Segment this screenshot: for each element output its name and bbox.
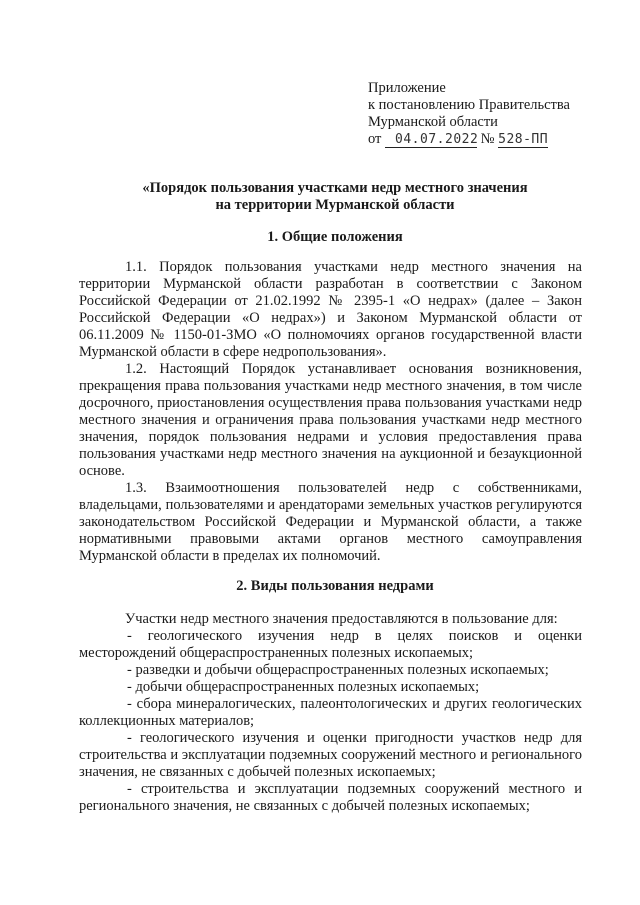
number-field [498, 132, 548, 148]
appendix-header [368, 80, 570, 148]
list-item: - сбора минералогических, палеонтологических и других геологических коллекционных материалов; [79, 696, 582, 729]
appendix-date-line [368, 131, 570, 148]
date-stamp: 04.07.2022 [395, 132, 479, 147]
paragraph-1-3: 1.3. Взаимоотношения пользователей недр с собственниками, владельцами, пользователями и арендаторами земельных участков регулируются законодательством Российской Федерации и Мурманской области, а также нормативными правовыми актами органов местного самоуправления Мурманской области в пределах их полномочий. [79, 480, 582, 564]
appendix-resolution-label: к постановлению Правительства [368, 97, 570, 113]
paragraph-1-1: 1.1. Порядок пользования участками недр местного значения на территории Мурманской области разработан в соответствии с Законом Российской Федерации от 21.02.1992 № 2395-1 «О недрах» (далее – Закон Российской Федерации «О недрах») и Законом Мурманской области от 06.11.2009 № 1150-01-ЗМО «О полномочиях органов государственной власти Мурманской области в сфере недропользования». [79, 259, 582, 360]
list-item: - геологического изучения и оценки пригодности участков недр для строительства и эксплуатации подземных сооружений местного и регионального значения, не связанных с добычей полезных ископаемых; [79, 730, 582, 780]
list-item: - добычи общераспространенных полезных ископаемых; [127, 679, 480, 695]
document-title [80, 180, 590, 214]
title-line-1: «Порядок пользования участками недр местного значения [142, 180, 528, 196]
date-field [385, 132, 477, 148]
date-prefix: от [368, 131, 382, 147]
appendix-region-label: Мурманской области [368, 114, 498, 130]
section-2-heading: 2. Виды пользования недрами [236, 578, 434, 594]
section-1-body [79, 259, 582, 565]
section-2-body [79, 611, 582, 815]
section-1-heading: 1. Общие положения [267, 229, 403, 245]
list-item: - строительства и эксплуатации подземных сооружений местного и регионального значения, не связанных с добычей полезных ископаемых; [79, 781, 582, 814]
number-sign: № [480, 131, 495, 147]
paragraph-1-2: 1.2. Настоящий Порядок устанавливает основания возникновения, прекращения права пользования участками недр местного значения, в том числе досрочного, приостановления осуществления права пользования участками недр местного значения и ограничения права пользования участками недр местного значения, порядок пользования недрами и условия предоставления права пользования участками недр местного значения на аукционной и безаукционной основе. [79, 361, 582, 479]
list-item: - разведки и добычи общераспространенных полезных ископаемых; [127, 662, 549, 678]
appendix-label: Приложение [368, 80, 446, 96]
list-item: - геологического изучения недр в целях поисков и оценки месторождений общераспространенных полезных ископаемых; [79, 628, 582, 661]
section-2-intro: Участки недр местного значения предоставляются в пользование для: [125, 611, 558, 627]
number-stamp: 528-ПП [498, 132, 549, 147]
title-line-2: на территории Мурманской области [215, 197, 455, 213]
